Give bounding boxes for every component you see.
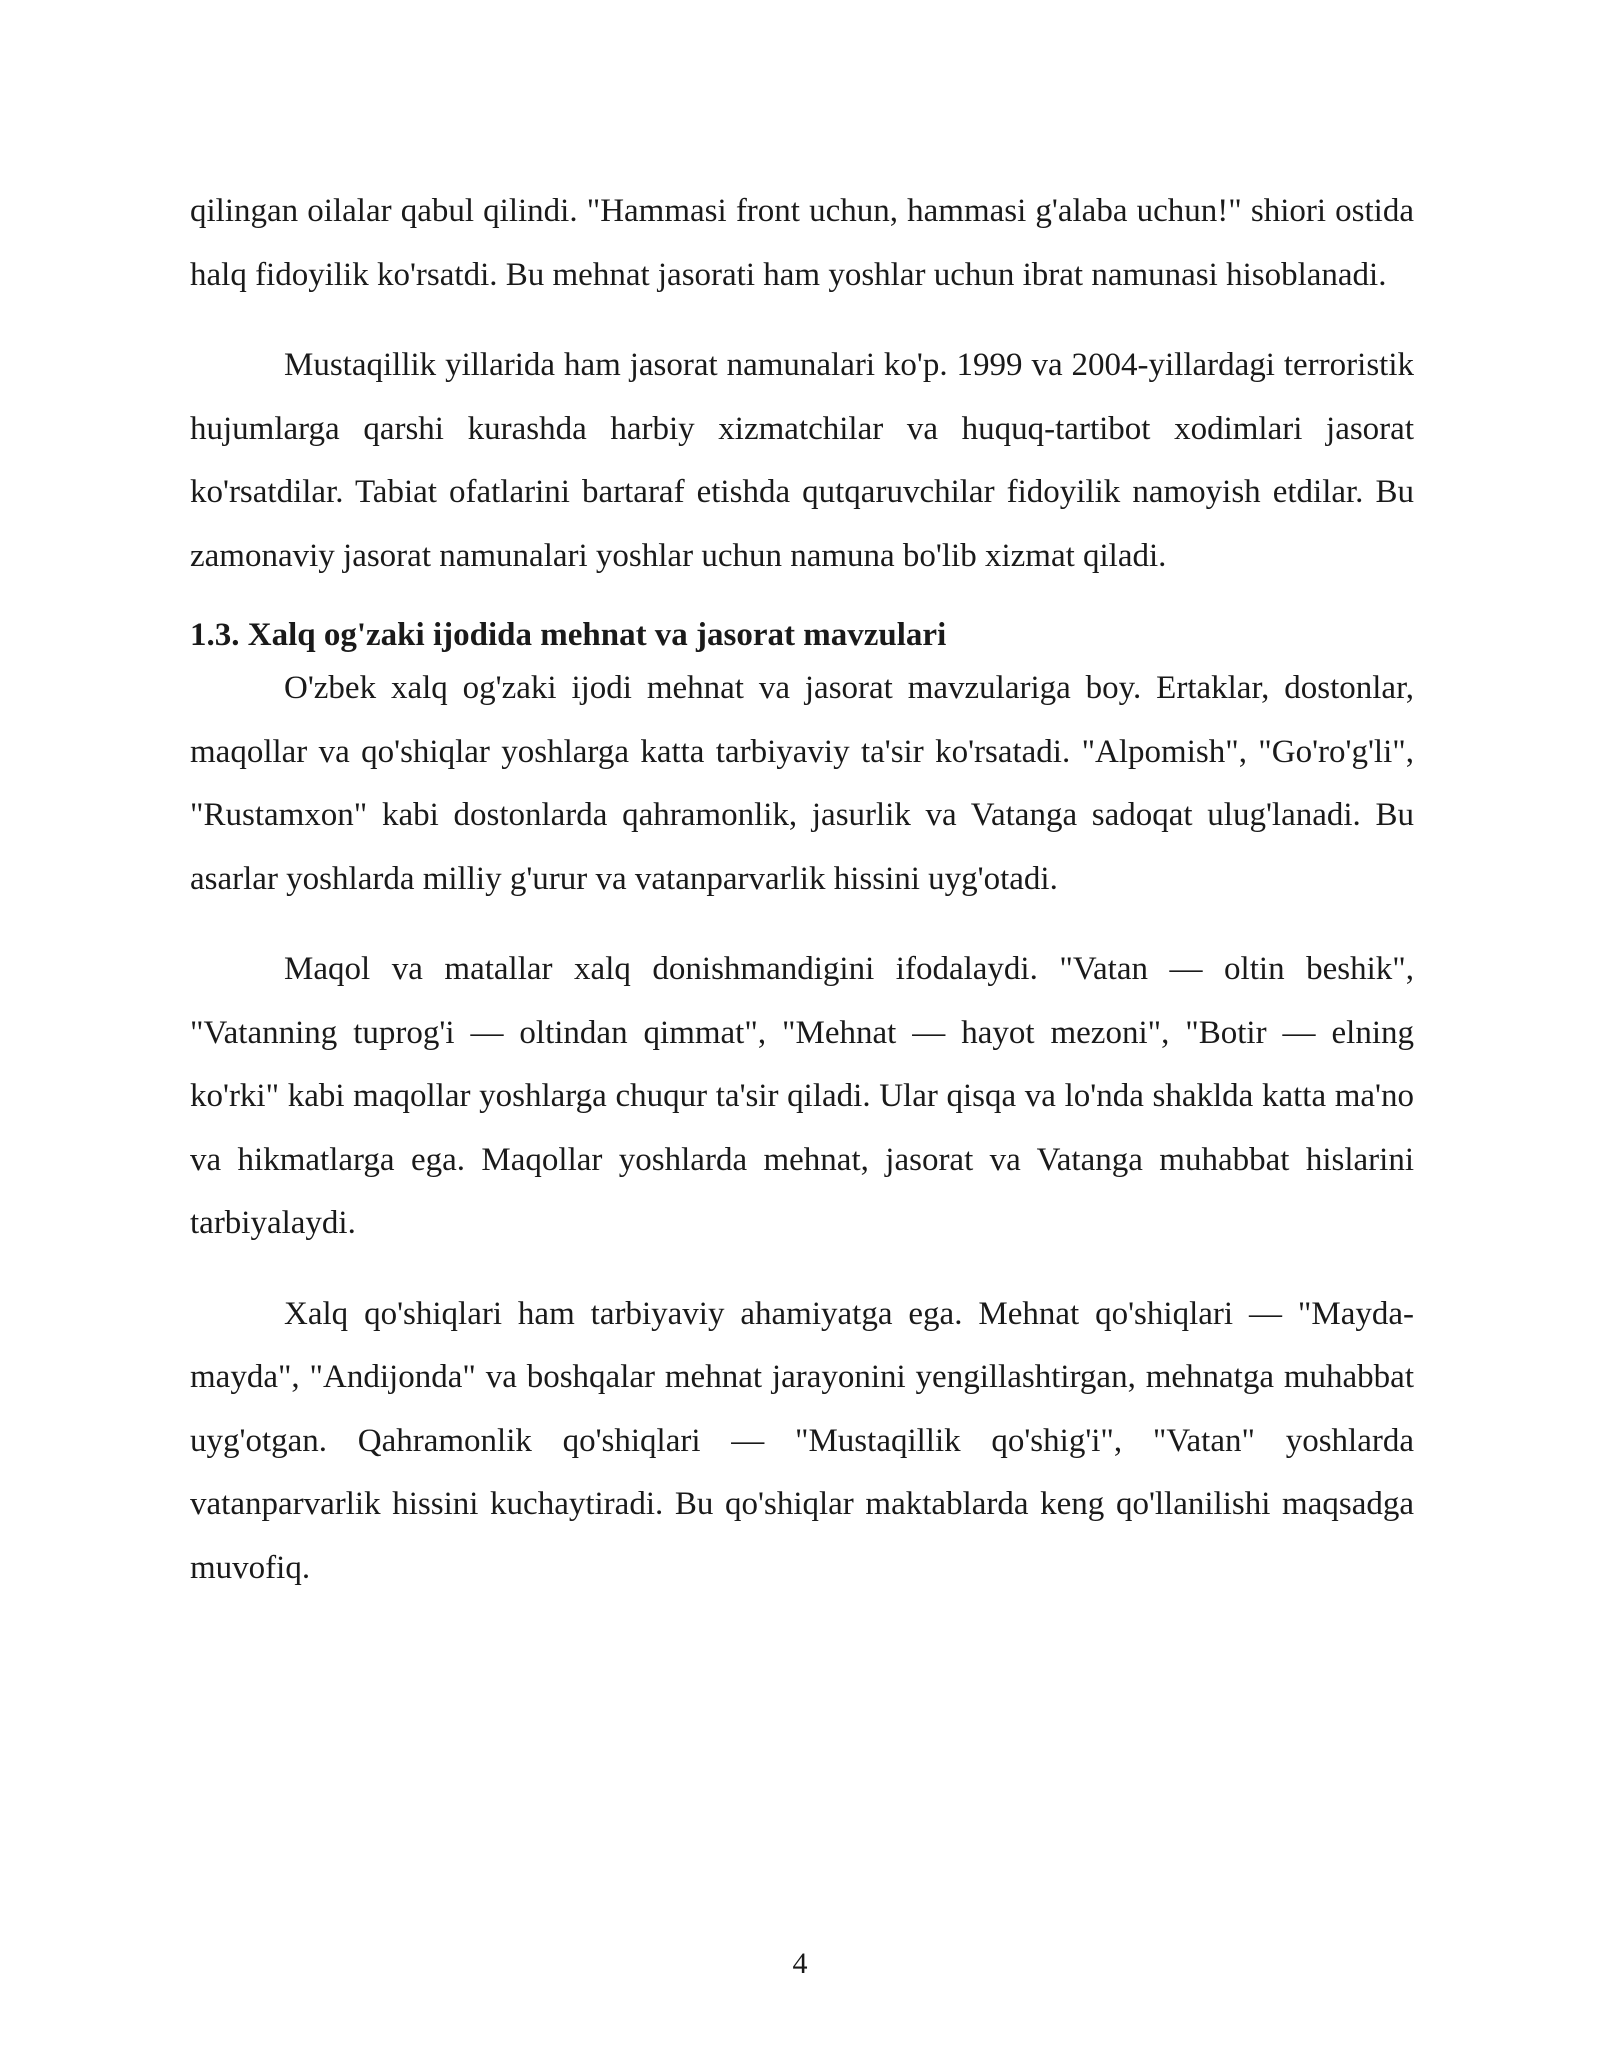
page-number: 4 (792, 1947, 808, 1980)
document-page (190, 180, 1414, 1600)
paragraph-folk-songs: Xalq qo'shiqlari ham tarbiyaviy ahamiyatga ega. Mehnat qo'shiqlari — "Mayda-mayda", "Andijonda" va boshqalar mehnat jarayonini yengillashtirgan, mehnatga muhabbat uyg'otgan. Qahramonlik qo'shiqlari — "Mustaqillik qo'shig'i", "Vatan" yoshlarda vatanparvarlik hissini kuchaytiradi. Bu qo'shiqlar maktablarda keng qo'llanilishi maqsadga muvofiq. (190, 1295, 1414, 1586)
paragraph-continuation: qilingan oilalar qabul qilindi. "Hammasi front uchun, hammasi g'alaba uchun!" shiori ostida halq fidoyilik ko'rsatdi. Bu mehnat jasorati ham yoshlar uchun ibrat namunasi hisoblanadi. (190, 193, 1414, 293)
paragraph-proverbs: Maqol va matallar xalq donishmandigini ifodalaydi. "Vatan — oltin beshik", "Vatanning tuprog'i — oltindan qimmat", "Mehnat — hayot mezoni", "Botir — elning ko'rki" kabi maqollar yoshlarga chuqur ta'sir qiladi. Ular qisqa va lo'nda shaklda katta ma'no va hikmatlarga ega. Maqollar yoshlarda mehnat, jasorat va Vatanga muhabbat hislarini tarbiyalaydi. (190, 951, 1414, 1241)
section-heading: 1.3. Xalq og'zaki ijodida mehnat va jasorat mavzulari (190, 617, 947, 653)
paragraph-oral-folklore: O'zbek xalq og'zaki ijodi mehnat va jasorat mavzulariga boy. Ertaklar, dostonlar, maqollar va qo'shiqlar yoshlarga katta tarbiyaviy ta'sir ko'rsatadi. "Alpomish", "Go'ro'g'li", "Rustamxon" kabi dostonlarda qahramonlik, jasurlik va Vatanga sadoqat ulug'lanadi. Bu asarlar yoshlarda milliy g'urur va vatanparvarlik hissini uyg'otadi. (190, 670, 1414, 897)
paragraph-independence-courage: Mustaqillik yillarida ham jasorat namunalari ko'p. 1999 va 2004-yillardagi terroristik hujumlarga qarshi kurashda harbiy xizmatchilar va huquq-tartibot xodimlari jasorat ko'rsatdilar. Tabiat ofatlarini bartaraf etishda qutqaruvchilar fidoyilik namoyish etdilar. Bu zamonaviy jasorat namunalari yoshlar uchun namuna bo'lib xizmat qiladi. (190, 347, 1414, 574)
